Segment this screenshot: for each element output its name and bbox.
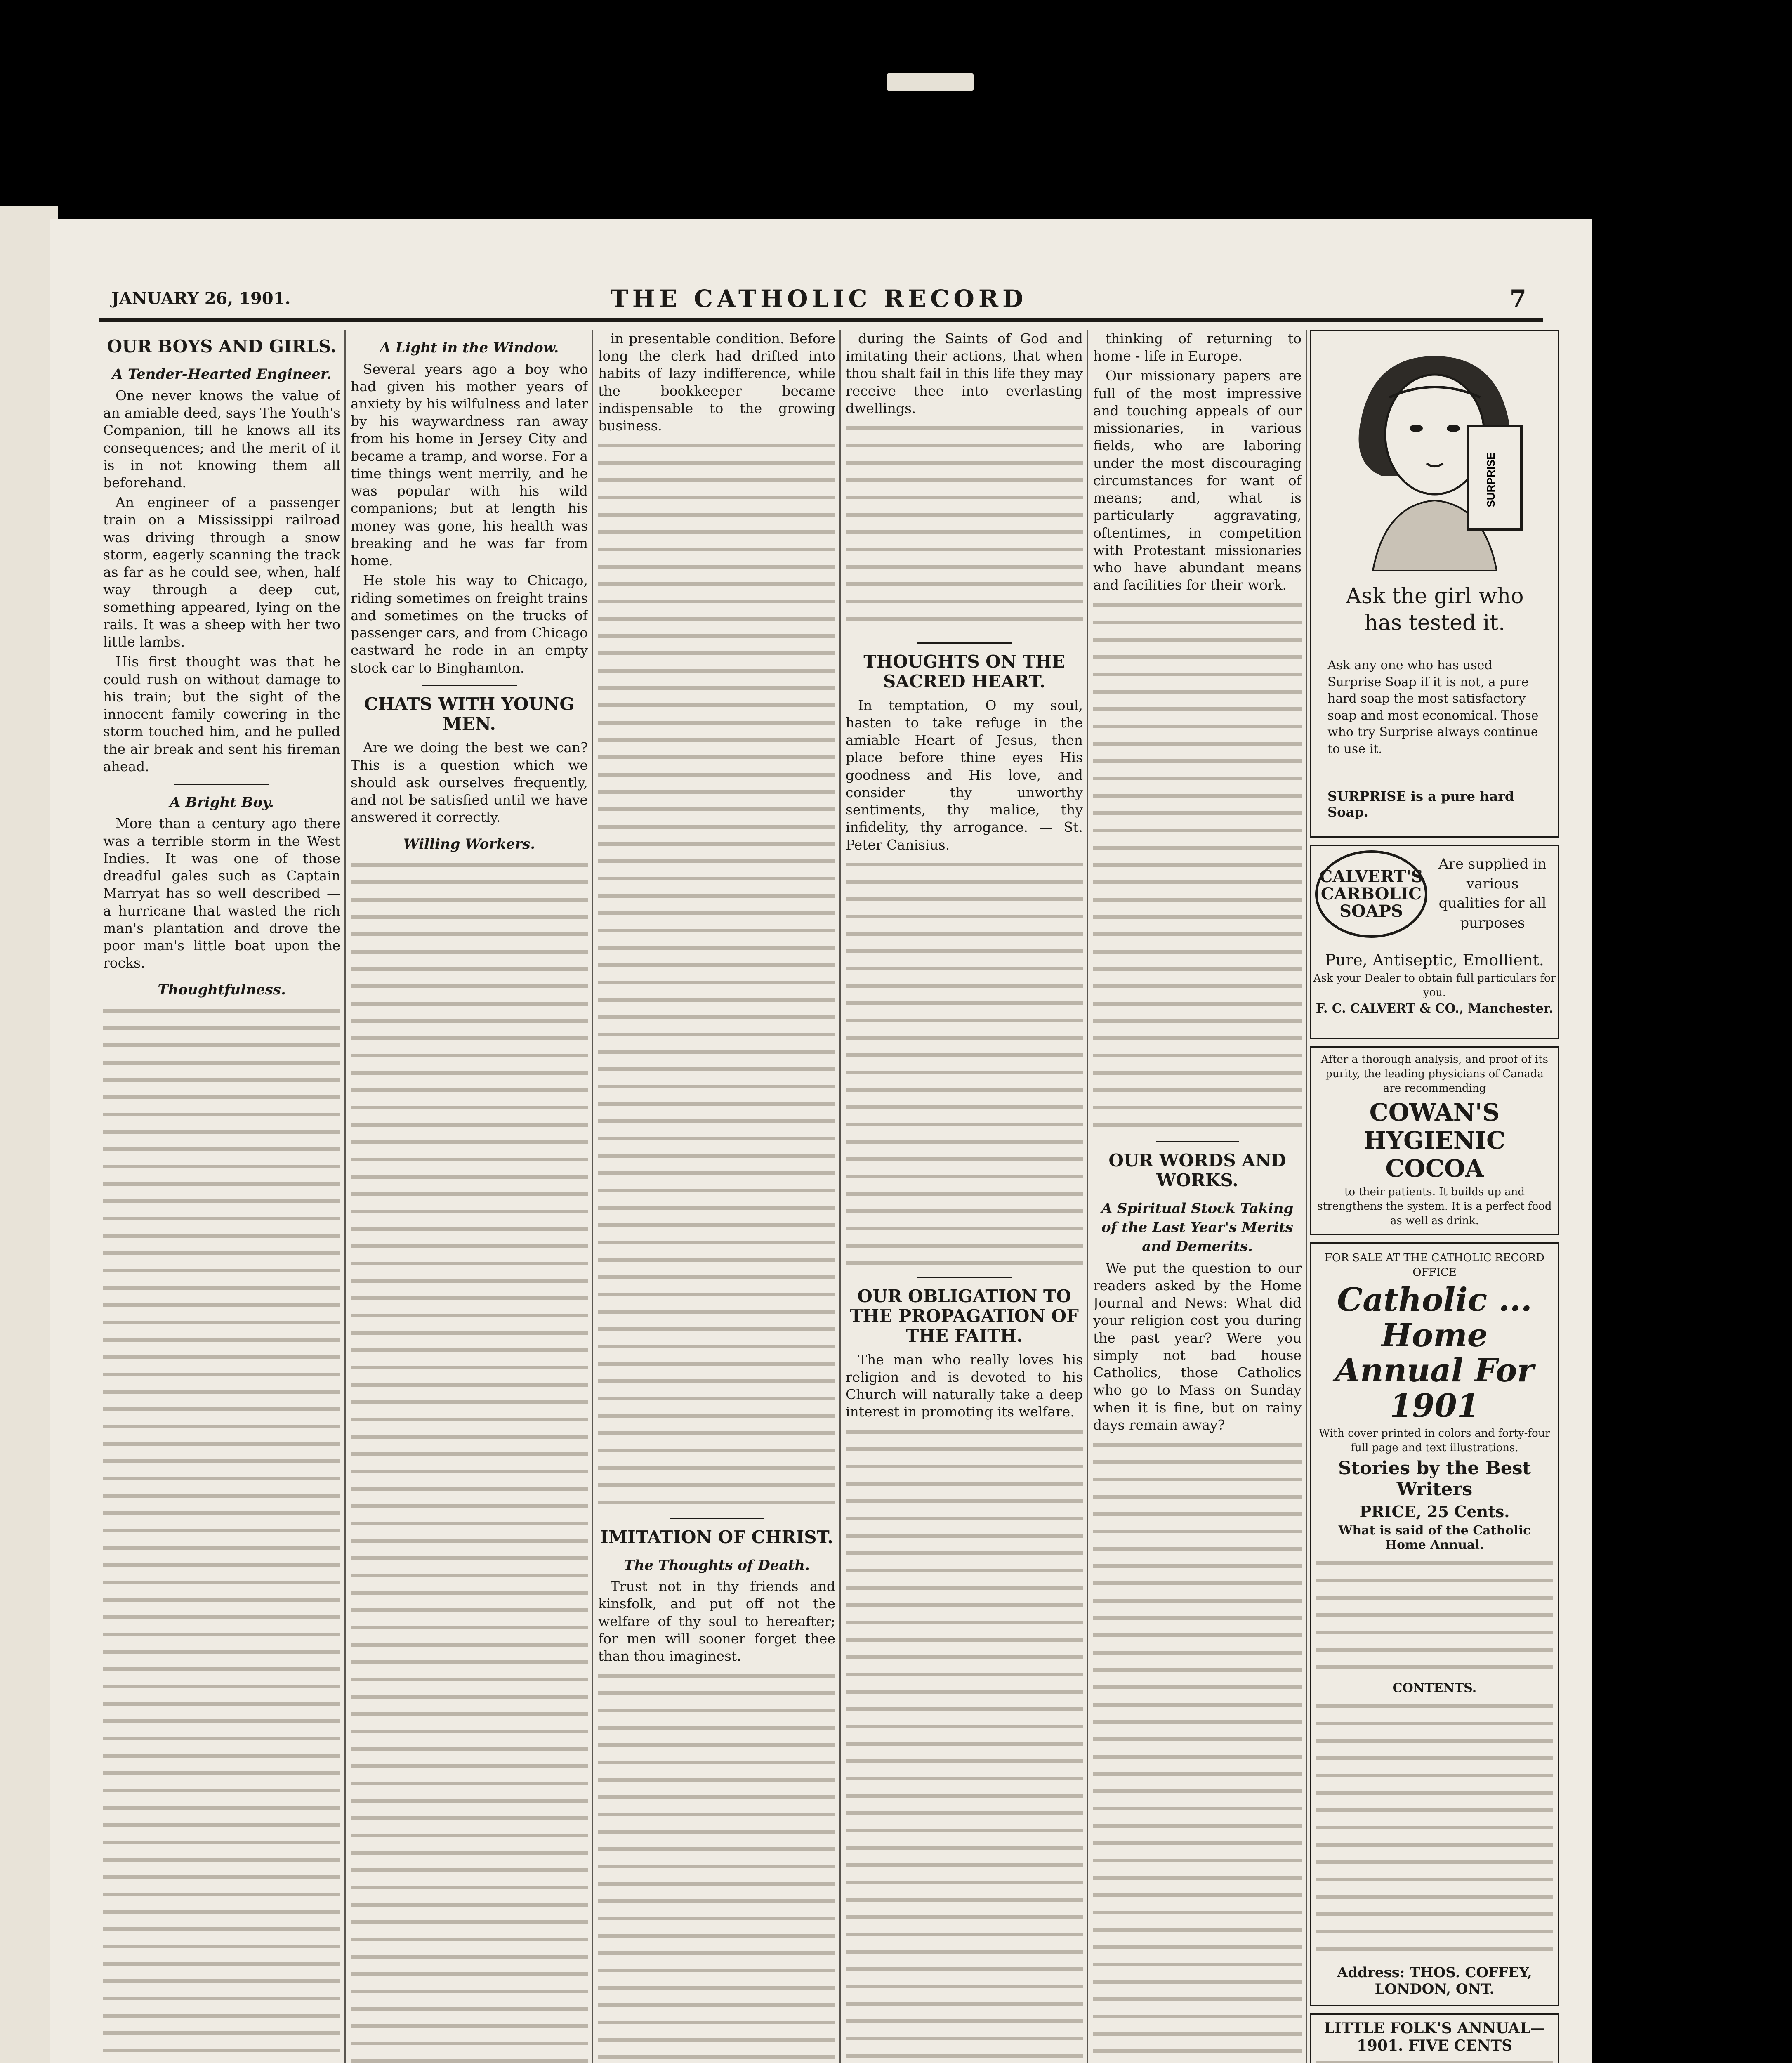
surprise-soap-ad [1310, 330, 1559, 838]
illegible-text-lines [846, 1423, 1083, 2063]
article-paragraph: thinking of returning to home - life in Europe. [1093, 330, 1302, 364]
paper-scrap [887, 73, 974, 91]
catholic-home-annual-ad [1310, 1242, 1559, 2006]
illegible-text-lines [351, 857, 588, 2063]
ad-footer [1311, 949, 1558, 1017]
ad-tagline: SURPRISE is a pure hard Soap. [1327, 788, 1514, 820]
ad-question: What is said of the Catholic Home Annual. [1338, 1523, 1531, 1553]
column-rule [1306, 330, 1307, 2063]
article-subheading: Thoughtfulness. [158, 981, 286, 998]
issue-date: JANUARY 26, 1901. [111, 289, 291, 308]
article-paragraph: Trust not in thy friends and kinsfolk, and put off not the welfare of thy soul to hereafter; for men will sooner forget thee than thou imaginest. [598, 1578, 835, 1664]
ad-price: PRICE, 25 Cents. [1359, 1502, 1510, 1521]
cowans-cocoa-ad [1310, 1046, 1559, 1235]
column-rule [344, 330, 346, 2063]
ad-line: Ask your Dealer to obtain full particulars for you. [1313, 972, 1556, 999]
article-subheading: Willing Workers. [403, 836, 535, 852]
illegible-text-lines [598, 437, 835, 1510]
ad-title: LITTLE FOLK'S ANNUAL—1901. FIVE CENTS [1324, 2020, 1545, 2055]
ad-title: Catholic ... Home Annual For 1901 [1335, 1281, 1534, 1425]
adjacent-page-strip [0, 206, 58, 2063]
article-subheading: A Bright Boy. [170, 794, 274, 811]
article-paragraph: More than a century ago there was a terrible storm in the West Indies. It was one of those dreadful gales such as Captain Marryat has so well described — a hurricane that wasted the rich man's plantation and drove the poor man's little boat upon the rocks. [103, 815, 340, 971]
article-paragraph: One never knows the value of an amiable deed, says The Youth's Companion, till he knows all its consequences; and the merit of it is in not knowing them all beforehand. [103, 387, 340, 491]
ad-intro: After a thorough analysis, and proof of its purity, the leading physicians of Canada are recommending [1321, 1053, 1548, 1095]
article-paragraph: An engineer of a passenger train on a Mississippi railroad was driving through a snow storm, eagerly scanning the track as far as he could see, when, half way through a deep cut, something appeared, lying on the rails. It was a sheep with her two little lambs. [103, 494, 340, 650]
article-paragraph: The man who really loves his religion and is devoted to his Church will naturally take a deep interest in promoting its welfare. [846, 1351, 1083, 1420]
soap-box-label: SURPRISE [1485, 452, 1497, 507]
ad-tail: to their patients. It builds up and strengthens the system. It is a perfect food as well as drink. [1317, 1186, 1552, 1227]
article-paragraph: Several years ago a boy who had given his mother years of anxiety by his wilfulness and later by his waywardness ran away from his home in Jersey City and became a tramp, and worse. For a time things went merrily, and he was popular with his wild companions; but at length his money was gone, his health was breaking and he was far from home. [351, 361, 588, 569]
illegible-text-lines [1093, 597, 1302, 1133]
ad-stories: Stories by the Best Writers [1338, 1458, 1531, 1500]
column-3 [598, 330, 835, 2063]
ad-contents: CONTENTS. [1392, 1681, 1477, 1696]
illegible-text-lines [1093, 1436, 1302, 2063]
divider [1156, 1141, 1239, 1142]
column-rule [592, 330, 593, 2063]
ad-body: Ask any one who has used Surprise Soap if it is not, a pure hard soap the most satisfactory soap and most economical. Those who try Surprise always continue to use it. [1327, 658, 1539, 756]
ad-side-text: Are supplied in various qualities for all purposes [1438, 856, 1547, 931]
ad-line: F. C. CALVERT & CO., Manchester. [1316, 1001, 1554, 1016]
column-1 [103, 330, 340, 2063]
illegible-text-lines [1316, 1555, 1553, 1678]
advertisement-column [1310, 330, 1559, 2063]
article-subheading: A Light in the Window. [380, 340, 559, 356]
divider [174, 784, 269, 785]
article-subheading: The Thoughts of Death. [624, 1557, 810, 1574]
column-4 [846, 330, 1083, 2063]
article-paragraph: His first thought was that he could rush on without damage to his train; but the sight of the innocent family cowering in the storm touched him, and he pulled the air break and sent his fireman ahead. [103, 654, 340, 774]
divider [422, 685, 517, 686]
ad-address: Address: THOS. COFFEY, LONDON, ONT. [1337, 1964, 1532, 1998]
illegible-text-lines [846, 420, 1083, 634]
section-heading: OUR WORDS AND WORKS. [1108, 1150, 1286, 1190]
ad-forsale: FOR SALE AT THE CATHOLIC RECORD OFFICE [1325, 1251, 1544, 1279]
masthead-rule [99, 318, 1543, 322]
column-rule [839, 330, 841, 2063]
illegible-text-lines [103, 1002, 340, 2063]
woman-illustration [1323, 340, 1546, 571]
article-paragraph: during the Saints of God and imitating their actions, that when thou shalt fail in this life they may receive thee into everlasting dwellings. [846, 330, 1083, 416]
section-heading: THOUGHTS ON THE SACRED HEART. [863, 651, 1065, 692]
calverts-carbolic-ad [1310, 845, 1559, 1039]
illegible-text-lines [1316, 2054, 1553, 2063]
section-heading: OUR BOYS AND GIRLS. [107, 336, 337, 356]
article-paragraph: We put the question to our readers asked by the Home Journal and News: What did your religion cost you during the past year? Were you simply not bad house Catholics, those Catholics who go to Mass on Sunday when it is fine, but on rainy days remain away? [1093, 1260, 1302, 1433]
newspaper-page [50, 219, 1592, 2063]
ad-headline: Ask the girl who has tested it. [1346, 584, 1524, 635]
article-paragraph: In temptation, O my soul, hasten to take refuge in the amiable Heart of Jesus, then place before thine eyes His goodness and His love, and consider thy unworthy sentiments, thy malice, thy infidelity, thy arrogance. — St. Peter Canisius. [846, 697, 1083, 853]
article-paragraph: Our missionary papers are full of the most impressive and touching appeals of our missionaries, in various fields, who are laboring under the most discouraging circumstances for want of means; and, what is particularly aggravating, oftentimes, in competition with Protestant missionaries who have abundant means and facilities for their work. [1093, 368, 1302, 593]
article-paragraph: in presentable condition. Before long the clerk had drifted into habits of lazy indifference, while the bookkeeper became indispensable to the growing business. [598, 330, 835, 434]
column-5 [1093, 330, 1302, 2063]
divider [917, 1277, 1012, 1278]
column-2 [351, 330, 588, 2063]
illegible-text-lines [846, 856, 1083, 1269]
newspaper-title: THE CATHOLIC RECORD [610, 285, 1028, 313]
ad-line: Pure, Antiseptic, Emollient. [1325, 951, 1544, 969]
brand-badge: CALVERT'S CARBOLIC SOAPS [1315, 850, 1427, 938]
ad-description: With cover printed in colors and forty-four full page and text illustrations. [1319, 1427, 1550, 1454]
article-paragraph: He stole his way to Chicago, riding sometimes on freight trains and sometimes on the trucks of passenger cars, and from Chicago eastward he rode in an empty stock car to Binghamton. [351, 572, 588, 676]
article-subheading: A Tender-Hearted Engineer. [112, 366, 332, 383]
ad-product-name: COWAN'S HYGIENIC COCOA [1363, 1098, 1506, 1183]
masthead [111, 285, 1526, 314]
article-subheading: A Spiritual Stock Taking of the Last Year's Merits and Demerits. [1101, 1200, 1294, 1255]
article-paragraph: Are we doing the best we can? This is a question which we should ask ourselves frequently, and not be satisfied until we have answered it correctly. [351, 739, 588, 826]
illegible-text-lines [598, 1667, 835, 2063]
illegible-text-lines [1316, 1698, 1553, 1962]
column-rule [1087, 330, 1088, 2063]
section-heading: IMITATION OF CHRIST. [600, 1527, 833, 1548]
page-number: 7 [1509, 285, 1526, 313]
little-folks-annual-ad [1310, 2013, 1559, 2063]
section-heading: OUR OBLIGATION TO THE PROPAGATION OF THE FAITH. [850, 1286, 1079, 1346]
divider [670, 1518, 764, 1519]
divider [917, 642, 1012, 644]
section-heading: CHATS WITH YOUNG MEN. [364, 694, 575, 734]
